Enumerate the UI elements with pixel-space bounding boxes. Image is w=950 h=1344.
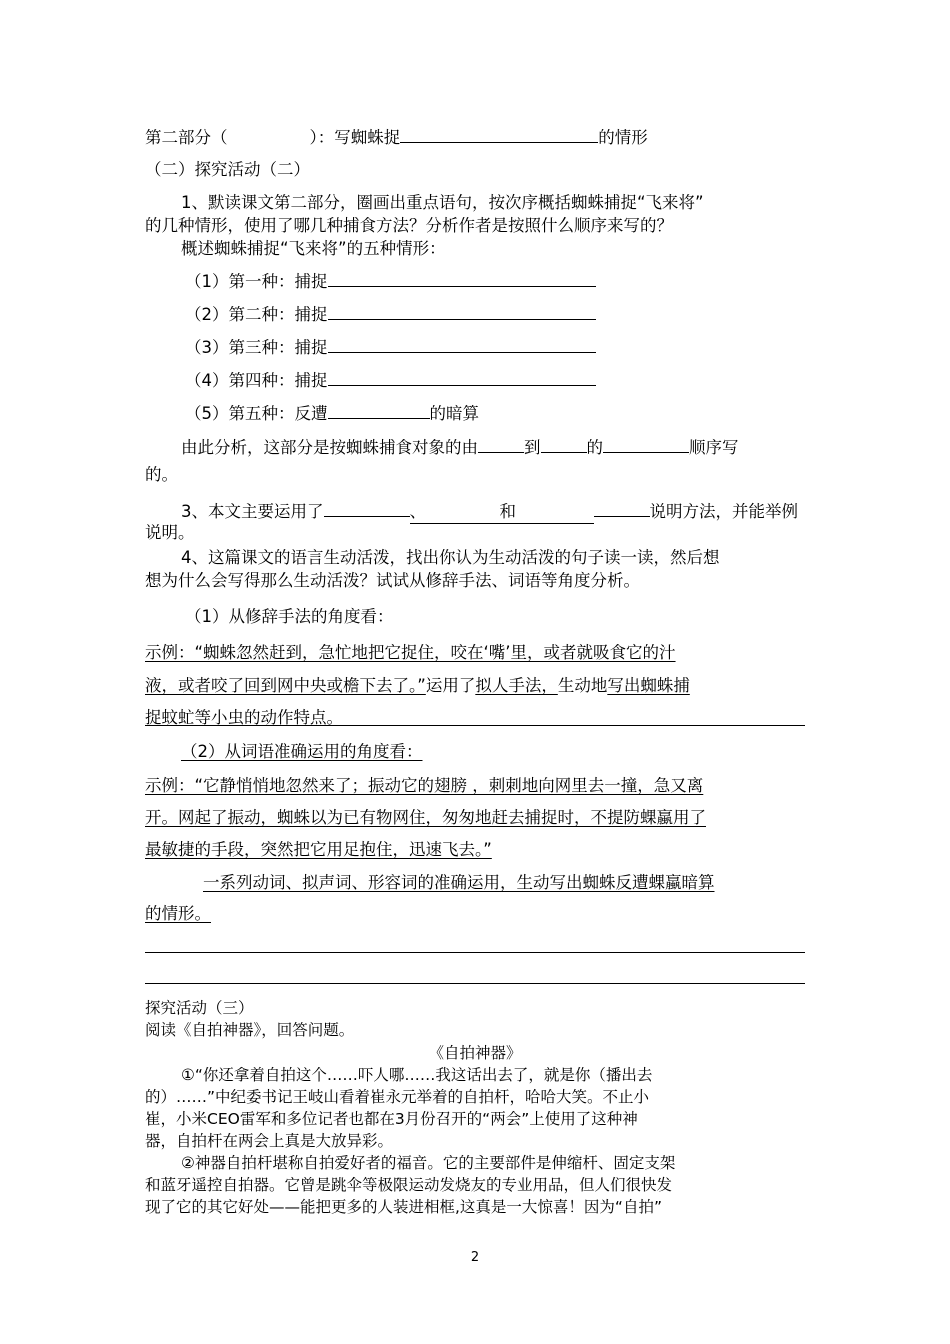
answer-rule-2[interactable] [145, 983, 805, 984]
example2-answer-line2: 的情形。 [145, 904, 211, 923]
blank[interactable] [478, 436, 524, 453]
question1-line2: 的几种情形，使用了哪几种捕食方法？分析作者是按照什么顺序来写的？ [145, 216, 673, 235]
example2-answer-line1: 一系列动词、拟声词、形容词的准确运用，生动写出蜘蛛反遭蜾蠃暗算 [203, 873, 715, 892]
page-number: 2 [470, 1250, 480, 1265]
q3-text-a: 3、本文主要运用了 [181, 502, 324, 521]
example1-line3-text: 捉蚊虻等小虫的动作特点。 [145, 708, 343, 727]
example1-text: 运用了 [425, 676, 476, 695]
item-4 [185, 369, 596, 392]
summary-intro: 概述蜘蛛捕捉“飞来将”的五种情形： [181, 239, 446, 258]
item-4-label: （4）第四种：捕捉 [185, 371, 328, 390]
blank[interactable] [328, 303, 596, 320]
question4-sub2: （2）从词语准确运用的角度看： [181, 742, 423, 761]
paragraph1-line2: 的）……”中纪委书记王岐山看着崔永元举着的自拍杆，哈哈大笑。不止小 [145, 1088, 650, 1106]
blank[interactable] [324, 500, 410, 517]
question4-sub1: （1）从修辞手法的角度看： [185, 607, 394, 626]
part2-tail: 的情形 [598, 128, 648, 147]
activity3-instruction: 阅读《自拍神器》，回答问题。 [145, 1021, 355, 1039]
analysis-line1 [181, 436, 739, 459]
paragraph2-line2: 和蓝牙遥控自拍器。它曾是跳伞等极限运动发烧友的专业用品，但人们很快发 [145, 1176, 673, 1194]
q3-text-b: 、 [410, 501, 500, 524]
paragraph1-line4: 器，自拍杆在两会上真是大放异彩。 [145, 1132, 394, 1150]
question4-line1: 4、这篇课文的语言生动活泼，找出你认为生动活泼的句子读一读，然后想 [181, 548, 720, 567]
item-2-label: （2）第二种：捕捉 [185, 305, 328, 324]
blank[interactable] [603, 436, 689, 453]
analysis-text-b: 到 [524, 438, 541, 457]
question1-line1: 1、默读课文第二部分，圈画出重点语句，按次序概括蜘蛛捕捉“飞来将” [181, 193, 704, 212]
q3-text-d: 说明方法，并能举例 [649, 502, 798, 521]
q3-text-c: 和 [500, 501, 594, 524]
analysis-text-d: 顺序写 [689, 438, 739, 457]
example1-rule [145, 725, 805, 726]
item-5 [185, 402, 479, 425]
blank[interactable] [328, 336, 596, 353]
item-3-label: （3）第三种：捕捉 [185, 338, 328, 357]
article-title: 《自拍神器》 [428, 1044, 522, 1062]
blank[interactable] [328, 369, 596, 386]
paragraph1-line1: ①“你还拿着自拍这个……吓人哪……我这话出去了，就是你（播出去 [181, 1066, 653, 1084]
paragraph2-line3: 现了它的其它好处——能把更多的人装进相框,这真是一大惊喜！因为“自拍” [145, 1198, 662, 1216]
example1-line2 [145, 675, 690, 697]
part2-label: 第二部分（ [145, 128, 228, 147]
paragraph1-line3: 崔，小米CEO雷军和多位记者也都在3月份召开的“两会”上使用了这种神 [145, 1110, 638, 1128]
item-2 [185, 303, 596, 326]
answer-rule-1[interactable] [145, 952, 805, 953]
question3-line1 [181, 500, 798, 524]
part2-line [145, 126, 648, 149]
item-1-label: （1）第一种：捕捉 [185, 272, 328, 291]
example2-line2: 开。网起了振动，蜘蛛以为已有物网住，匆匆地赶去捕捉时，不提防蜾蠃用了 [145, 808, 706, 827]
analysis-text-c: 的 [586, 438, 603, 457]
blank[interactable] [541, 436, 587, 453]
item-1 [185, 270, 596, 293]
example2-line3: 最敏捷的手段，突然把它用足抱住，迅速飞去。” [145, 840, 492, 859]
activity3-heading: 探究活动（三） [145, 999, 254, 1017]
example1-method: 拟人手法， [475, 676, 558, 695]
question4-line2: 想为什么会写得那么生动活泼？试试从修辞手法、词语等角度分析。 [145, 571, 640, 590]
blank[interactable] [594, 500, 650, 517]
item-3 [185, 336, 596, 359]
example1-quote-end: 液，或者咬了回到网中央或檐下去了。” [145, 676, 426, 695]
item-5-label: （5）第五种：反遭 [185, 404, 328, 423]
question3-line2: 说明。 [145, 523, 195, 542]
paragraph2-line1: ②神器自拍杆堪称自拍爱好者的福音。它的主要部件是伸缩杆、固定支架 [181, 1154, 676, 1172]
example1-text-2: 生动地 [557, 676, 608, 695]
blank[interactable] [328, 402, 430, 419]
activity2-heading: （二）探究活动（二） [145, 160, 310, 179]
blank[interactable] [328, 270, 596, 287]
item-5-tail: 的暗算 [429, 404, 479, 423]
analysis-text-a: 由此分析，这部分是按蜘蛛捕食对象的由 [181, 438, 478, 457]
analysis-line2: 的。 [145, 465, 178, 484]
example1-effect: 写出蜘蛛捕 [607, 676, 690, 695]
example2-line1: 示例：“它静悄悄地忽然来了；振动它的翅膀 ，刺刺地向网里去一撞，急又离 [145, 776, 704, 795]
part2-desc: ）：写蜘蛛捉 [309, 128, 401, 147]
blank[interactable] [400, 126, 598, 143]
example1-line1: 示例：“蜘蛛忽然赶到，急忙地把它捉住，咬在‘嘴’里，或者就吸食它的汁 [145, 643, 676, 662]
